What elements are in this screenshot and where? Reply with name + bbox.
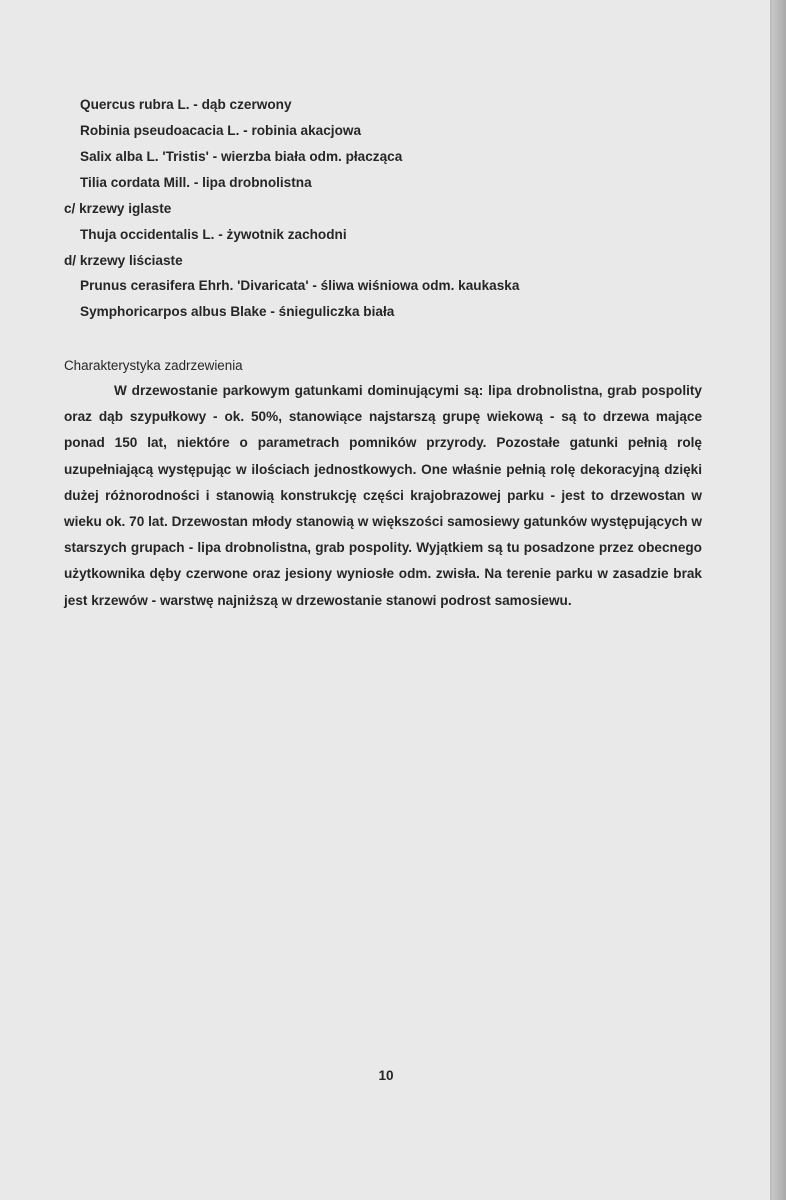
page-number: 10 [378,1068,394,1083]
species-list-item: Quercus rubra L. - dąb czerwony [80,97,292,112]
species-list-item: Salix alba L. 'Tristis' - wierzba biała odm. płacząca [80,149,403,164]
section-heading: Charakterystyka zadrzewienia [64,358,243,373]
species-list-item: Prunus cerasifera Ehrh. 'Divaricata' - śliwa wiśniowa odm. kaukaska [80,278,520,293]
species-list-item: Robinia pseudoacacia L. - robinia akacjowa [80,123,362,138]
page-edge [772,0,786,1200]
species-list-item: Symphoricarpos albus Blake - śnieguliczka biała [80,304,395,319]
category-heading: c/ krzewy iglaste [64,201,172,216]
species-list-item: Tilia cordata Mill. - lipa drobnolistna [80,175,312,190]
category-heading: d/ krzewy liściaste [64,253,183,268]
species-list-item: Thuja occidentalis L. - żywotnik zachodni [80,227,347,242]
section-paragraph: W drzewostanie parkowym gatunkami dominującymi są: lipa drobnolistna, grab pospolity oraz dąb szypułkowy - ok. 50%, stanowiące najstarszą grupę wiekową - są to drzewa mające ponad 150 lat, niektóre o parametrach pomników przyrody. Pozostałe gatunki pełnią rolę uzupełniającą występując w ilościach jednostkowych. One właśnie pełnią rolę dekoracyjną dzięki dużej różnorodności i stanowią konstrukcję części krajobrazowej parku - jest to drzewostan w wieku ok. 70 lat. Drzewostan młody stanowią w większości samosiewy gatunków występujących w starszych grupach - lipa drobnolistna, grab pospolity. Wyjątkiem są tu posadzone przez obecnego użytkownika dęby czerwone oraz jesiony wyniosłe odm. zwisła. Na terenie parku w zasadzie brak jest krzewów - warstwę najniższą w drzewostanie stanowi podrost samosiewu. [64,383,702,608]
